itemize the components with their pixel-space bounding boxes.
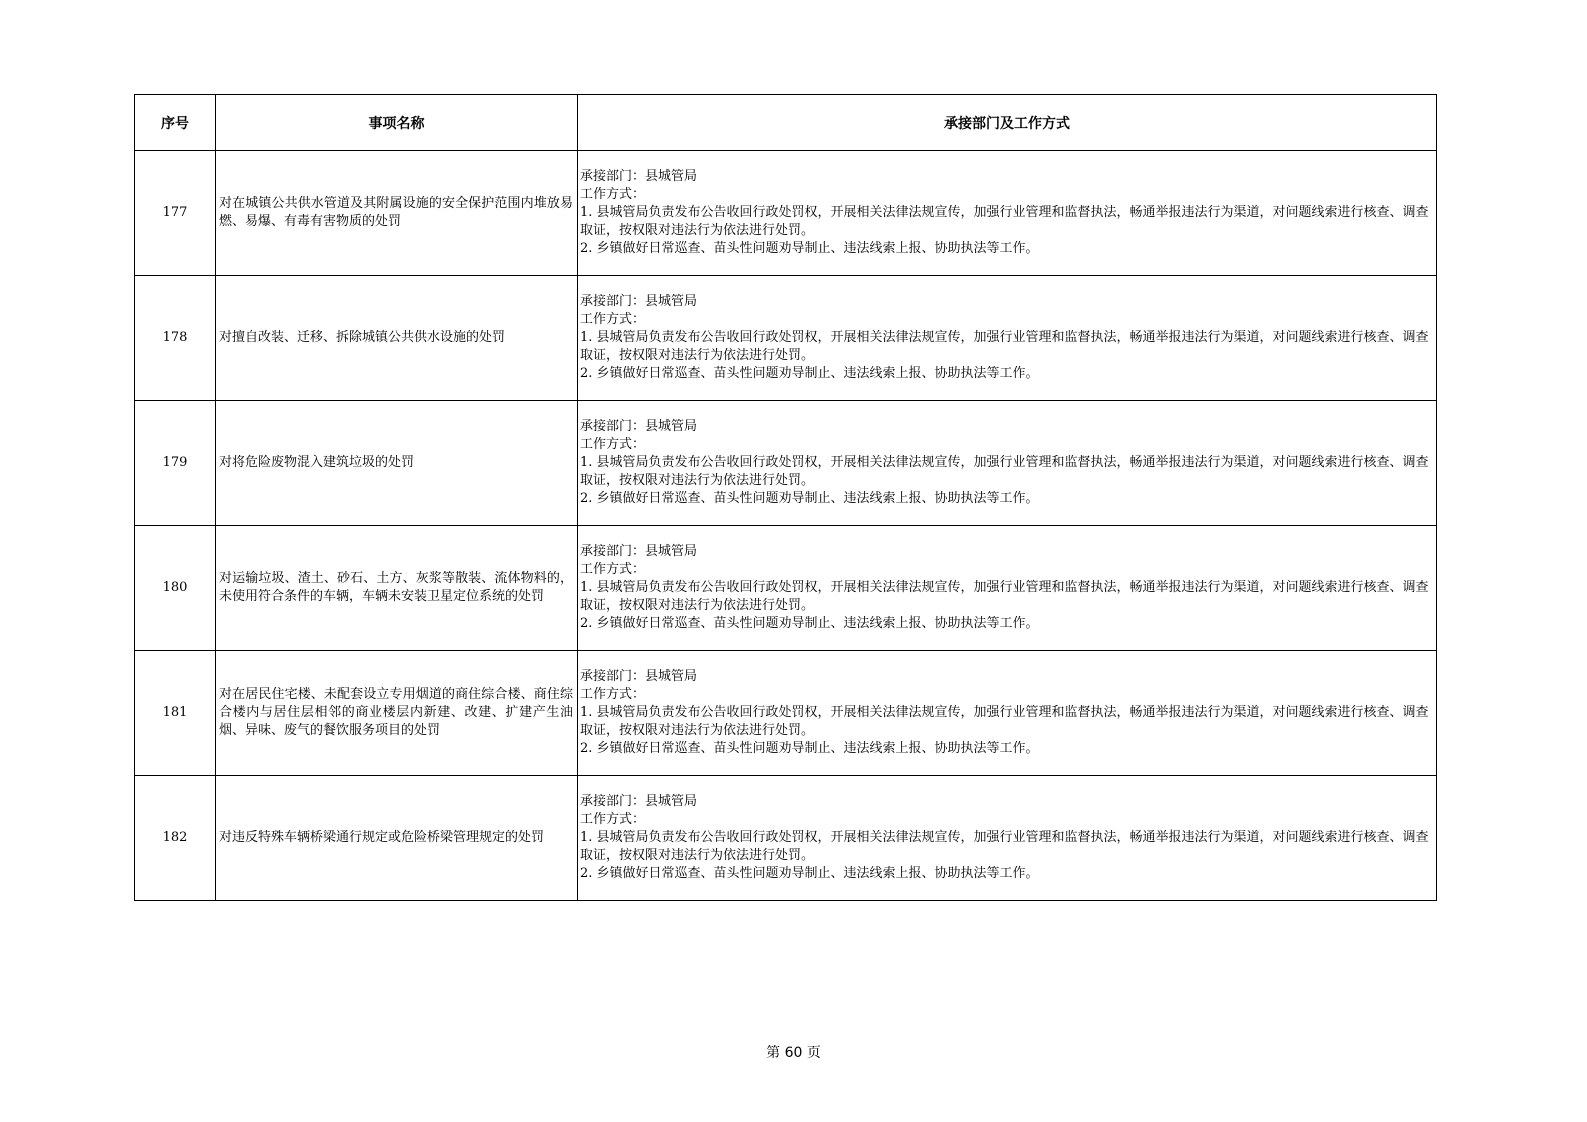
method-label: 工作方式： bbox=[580, 812, 646, 827]
table-header-row bbox=[135, 95, 1437, 151]
row-seq: 177 bbox=[135, 151, 216, 276]
dept-line: 承接部门：县城管局 bbox=[580, 544, 698, 559]
row-seq: 182 bbox=[135, 776, 216, 901]
header-dept-method: 承接部门及工作方式 bbox=[578, 95, 1437, 151]
table-row bbox=[135, 276, 1437, 401]
method-label: 工作方式： bbox=[580, 687, 646, 702]
row-seq: 181 bbox=[135, 651, 216, 776]
row-dept-method bbox=[578, 651, 1437, 776]
method-step-2: 2. 乡镇做好日常巡查、苗头性问题劝导制止、违法线索上报、协助执法等工作。 bbox=[580, 616, 1039, 631]
dept-line: 承接部门：县城管局 bbox=[580, 794, 698, 809]
page-number: 第 60 页 bbox=[766, 1045, 821, 1061]
row-dept-method bbox=[578, 526, 1437, 651]
table-row bbox=[135, 651, 1437, 776]
row-dept-method bbox=[578, 151, 1437, 276]
row-item-name: 对违反特殊车辆桥梁通行规定或危险桥梁管理规定的处罚 bbox=[216, 776, 578, 901]
method-label: 工作方式： bbox=[580, 437, 646, 452]
method-step-1: 1. 县城管局负责发布公告收回行政处罚权，开展相关法律法规宣传，加强行业管理和监督执法，畅通举报违法行为渠道，对问题线索进行核查、调查取证，按权限对违法行为依法进行处罚。 bbox=[580, 830, 1429, 863]
method-step-2: 2. 乡镇做好日常巡查、苗头性问题劝导制止、违法线索上报、协助执法等工作。 bbox=[580, 866, 1039, 881]
dept-line: 承接部门：县城管局 bbox=[580, 169, 698, 184]
dept-line: 承接部门：县城管局 bbox=[580, 294, 698, 309]
method-label: 工作方式： bbox=[580, 312, 646, 327]
row-item-name: 对在居民住宅楼、未配套设立专用烟道的商住综合楼、商住综合楼内与居住层相邻的商业楼层内新建、改建、扩建产生油烟、异味、废气的餐饮服务项目的处罚 bbox=[216, 651, 578, 776]
row-item-name: 对将危险废物混入建筑垃圾的处罚 bbox=[216, 401, 578, 526]
method-step-2: 2. 乡镇做好日常巡查、苗头性问题劝导制止、违法线索上报、协助执法等工作。 bbox=[580, 366, 1039, 381]
header-item-name: 事项名称 bbox=[216, 95, 578, 151]
row-seq: 180 bbox=[135, 526, 216, 651]
method-step-1: 1. 县城管局负责发布公告收回行政处罚权，开展相关法律法规宣传，加强行业管理和监督执法，畅通举报违法行为渠道，对问题线索进行核查、调查取证，按权限对违法行为依法进行处罚。 bbox=[580, 205, 1429, 238]
method-label: 工作方式： bbox=[580, 187, 646, 202]
table-row bbox=[135, 526, 1437, 651]
dept-line: 承接部门：县城管局 bbox=[580, 669, 698, 684]
items-table bbox=[134, 94, 1437, 901]
dept-line: 承接部门：县城管局 bbox=[580, 419, 698, 434]
row-item-name: 对擅自改装、迁移、拆除城镇公共供水设施的处罚 bbox=[216, 276, 578, 401]
row-seq: 179 bbox=[135, 401, 216, 526]
row-item-name: 对运输垃圾、渣土、砂石、土方、灰浆等散装、流体物料的，未使用符合条件的车辆，车辆未安装卫星定位系统的处罚 bbox=[216, 526, 578, 651]
table-row bbox=[135, 401, 1437, 526]
method-step-1: 1. 县城管局负责发布公告收回行政处罚权，开展相关法律法规宣传，加强行业管理和监督执法，畅通举报违法行为渠道，对问题线索进行核查、调查取证，按权限对违法行为依法进行处罚。 bbox=[580, 455, 1429, 488]
row-dept-method bbox=[578, 276, 1437, 401]
table-row bbox=[135, 776, 1437, 901]
method-step-1: 1. 县城管局负责发布公告收回行政处罚权，开展相关法律法规宣传，加强行业管理和监督执法，畅通举报违法行为渠道，对问题线索进行核查、调查取证，按权限对违法行为依法进行处罚。 bbox=[580, 705, 1429, 738]
header-seq: 序号 bbox=[135, 95, 216, 151]
row-seq: 178 bbox=[135, 276, 216, 401]
method-step-1: 1. 县城管局负责发布公告收回行政处罚权，开展相关法律法规宣传，加强行业管理和监督执法，畅通举报违法行为渠道，对问题线索进行核查、调查取证，按权限对违法行为依法进行处罚。 bbox=[580, 330, 1429, 363]
table-row bbox=[135, 151, 1437, 276]
row-item-name: 对在城镇公共供水管道及其附属设施的安全保护范围内堆放易燃、易爆、有毒有害物质的处罚 bbox=[216, 151, 578, 276]
method-label: 工作方式： bbox=[580, 562, 646, 577]
method-step-2: 2. 乡镇做好日常巡查、苗头性问题劝导制止、违法线索上报、协助执法等工作。 bbox=[580, 241, 1039, 256]
row-dept-method bbox=[578, 776, 1437, 901]
method-step-2: 2. 乡镇做好日常巡查、苗头性问题劝导制止、违法线索上报、协助执法等工作。 bbox=[580, 741, 1039, 756]
method-step-2: 2. 乡镇做好日常巡查、苗头性问题劝导制止、违法线索上报、协助执法等工作。 bbox=[580, 491, 1039, 506]
row-dept-method bbox=[578, 401, 1437, 526]
method-step-1: 1. 县城管局负责发布公告收回行政处罚权，开展相关法律法规宣传，加强行业管理和监督执法，畅通举报违法行为渠道，对问题线索进行核查、调查取证，按权限对违法行为依法进行处罚。 bbox=[580, 580, 1429, 613]
